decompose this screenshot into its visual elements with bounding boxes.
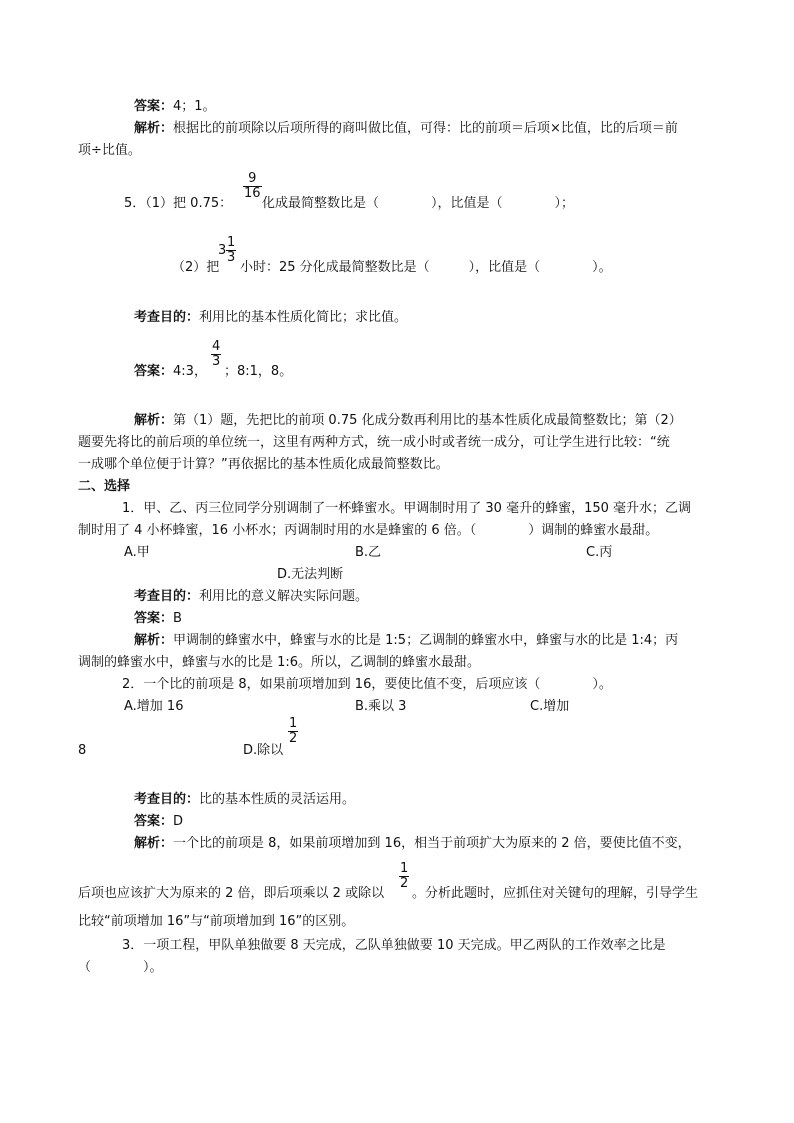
fraction-numerator: 1 (289, 716, 298, 731)
fraction-numerator: 9 (248, 171, 257, 186)
fraction-numerator: 1 (400, 861, 409, 876)
c2-analysis-line-3: 比较“前项增加 16”与“前项增加到 16”的区别。 (78, 914, 355, 929)
c2-purpose-line (134, 790, 355, 810)
analysis-label: 解析： (134, 633, 174, 648)
purpose-text: 比的基本性质的灵活运用。 (199, 792, 356, 807)
analysis-line-s1-2: 项÷比值。 (78, 143, 141, 158)
c1-analysis-line-1 (134, 631, 678, 651)
q5-answer-line (134, 362, 207, 382)
purpose-label: 考查目的： (134, 310, 200, 325)
q5-analysis-line-3: 一成哪个单位便于计算？”再依据比的基本性质化成最简整数比。 (78, 457, 449, 472)
c1-question-line-1: 1．甲、乙、丙三位同学分别调制了一杯蜂蜜水。甲调制时用了 30 毫升的蜂蜜，150 毫升水；乙调 (122, 501, 692, 516)
c2-analysis-line-2-before: 后项也应该扩大为原来的 2 倍，即后项乘以 2 或除以 (78, 886, 385, 901)
c3-question-line-2: （ ）。 (78, 960, 163, 975)
c1-question-line-2: 制时用了 4 小杯蜂蜜，16 小杯水；丙调制时用的水是蜂蜜的 6 倍。（ ）调制的蜂蜜水最甜。 (78, 523, 659, 538)
fraction-numerator: 4 (212, 339, 221, 354)
answer-label: 答案： (134, 611, 174, 626)
analysis-label: 解析： (134, 836, 174, 851)
q5-part1-after: 化成最简整数比是（ ），比值是（ ）； (262, 196, 575, 211)
q5-purpose-line (134, 308, 407, 328)
answer-label: 答案： (134, 99, 174, 114)
q5-part1-before: 5．（1）把 0.75： (124, 196, 233, 211)
section-heading: 二、选择 (78, 479, 131, 494)
analysis-label: 解析： (134, 121, 174, 136)
analysis-line-s1-1 (134, 119, 678, 139)
q5-fraction-9-16 (243, 172, 262, 201)
c1-option-b: B.乙 (355, 545, 382, 560)
mixed-number-fraction (226, 236, 236, 265)
fraction-denominator: 2 (400, 876, 409, 891)
c2-analysis-line-2-after: 。分析此题时，应抓住对关键句的理解，引导学生 (412, 886, 699, 901)
purpose-text: 利用比的意义解决实际问题。 (199, 589, 369, 604)
c1-option-c: C.丙 (586, 545, 613, 560)
c2-option-c-continued: 8 (78, 743, 87, 758)
fraction-denominator: 3 (212, 354, 221, 369)
analysis-text: 第（1）题，先把比的前项 0.75 化成分数再利用比的基本性质化成最简整数比；第（2） (173, 413, 682, 428)
c2-option-a: A.增加 16 (124, 699, 184, 714)
c2-analysis-fraction (399, 862, 409, 891)
q5-answer-after: ；8:1，8。 (224, 364, 293, 379)
analysis-text: 一个比的前项是 8，如果前项增加到 16，相当于前项扩大为原来的 2 倍，要使比值不变， (173, 836, 691, 851)
c1-purpose-line (134, 587, 368, 607)
q5-part2-after: 小时：25 分化成最简整数比是（ ），比值是（ ）。 (240, 260, 612, 275)
purpose-label: 考查目的： (134, 792, 200, 807)
answer-text: B (173, 611, 182, 626)
fraction-denominator: 2 (289, 731, 298, 746)
c1-analysis-line-2: 调制的蜂蜜水中，蜂蜜与水的比是 1:6。所以，乙调制的蜂蜜水最甜。 (78, 655, 481, 670)
c2-analysis-line-1 (134, 834, 691, 854)
answer-label: 答案： (134, 814, 174, 829)
c1-option-d: D.无法判断 (277, 567, 344, 582)
answer-label: 答案： (134, 364, 174, 379)
answer-line-s1 (134, 97, 216, 117)
c1-option-a: A.甲 (124, 545, 150, 560)
analysis-text: 根据比的前项除以后项所得的商叫做比值，可得：比的前项＝后项×比值，比的后项＝前 (173, 121, 678, 136)
analysis-label: 解析： (134, 413, 174, 428)
q5-answer-fraction (211, 340, 221, 369)
q5-analysis-line-2: 题要先将比的前后项的单位统一，这里有两种方式，统一成小时或者统一成分，可让学生进行比较：“统 (78, 435, 670, 450)
fraction-denominator: 3 (227, 250, 236, 265)
c1-answer-line (134, 609, 182, 629)
c2-answer-line (134, 812, 183, 832)
c2-option-b: B.乘以 3 (355, 699, 407, 714)
q5-analysis-line-1 (134, 411, 682, 431)
analysis-text: 甲调制的蜂蜜水中，蜂蜜与水的比是 1:5；乙调制的蜂蜜水中，蜂蜜与水的比是 1:4；丙 (173, 633, 679, 648)
purpose-text: 利用比的基本性质化简比；求比值。 (199, 310, 408, 325)
c2-option-d: D.除以 (243, 743, 284, 758)
fraction-denominator: 16 (244, 186, 261, 201)
purpose-label: 考查目的： (134, 589, 200, 604)
c2-option-d-fraction (288, 717, 298, 746)
fraction-numerator: 1 (227, 235, 236, 250)
answer-text-before: 4:3， (173, 364, 207, 379)
q5-part2-before: （2）把 (172, 260, 220, 275)
answer-text: 4；1。 (173, 99, 216, 114)
c2-option-c: C.增加 (530, 699, 570, 714)
c3-question-line-1: 3．一项工程，甲队单独做要 8 天完成，乙队单独做要 10 天完成。甲乙两队的工作效率之比是 (122, 938, 666, 953)
answer-text: D (173, 814, 184, 829)
c2-question-line-1: 2．一个比的前项是 8，如果前项增加到 16，要使比值不变，后项应该（ ）。 (122, 677, 612, 692)
mixed-number-whole: 3 (218, 243, 227, 258)
